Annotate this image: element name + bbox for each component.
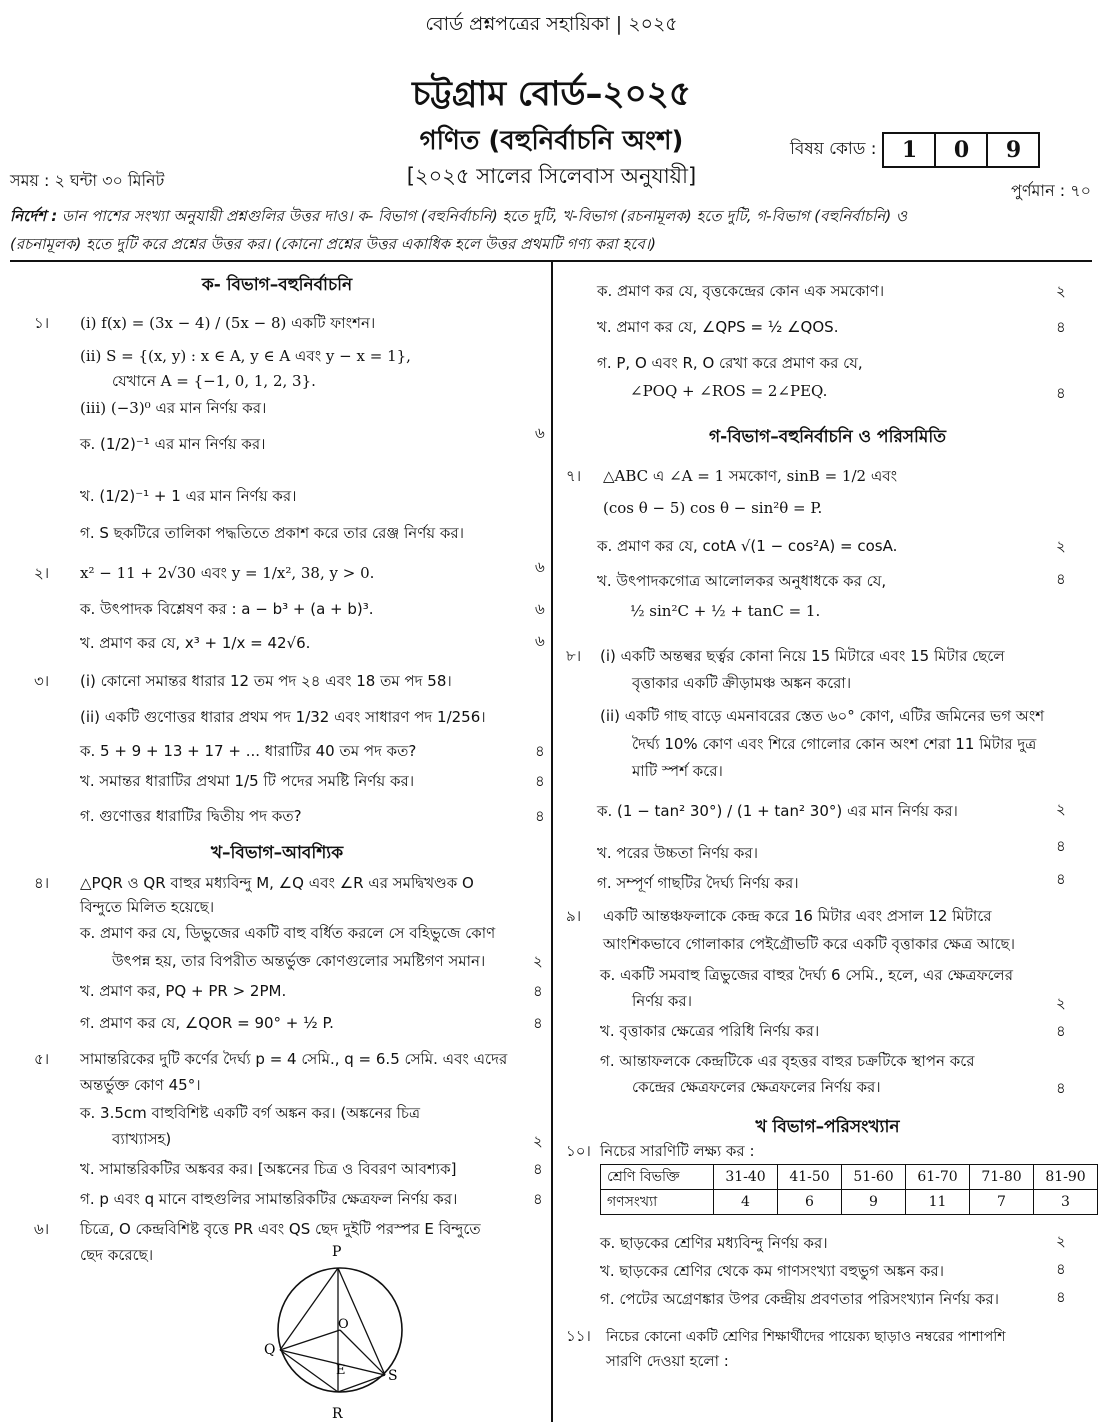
question-number: ২। xyxy=(34,564,50,582)
marks-value: ২ xyxy=(1056,800,1066,818)
section-heading-kha: খ–বিভাগ–আবশ্যিক xyxy=(210,843,344,863)
q6-stem: চিত্রে, O কেন্দ্রবিশিষ্ট বৃত্তে PR এবং QS ছেদ দুইটি পরস্পর E বিন্দুতে xyxy=(80,1220,481,1238)
q5-part-ga: গ. p এবং q মানে বাহুগুলির সামান্তরিকটির ক্ষেত্রফল নির্ণয় কর। xyxy=(80,1190,458,1208)
frequency-table xyxy=(600,1164,1098,1215)
table-row-header: শ্রেণি বিভক্তি xyxy=(601,1165,714,1190)
marks-value: ৪ xyxy=(1056,837,1066,855)
q6-part-ka: ক. প্রমাণ কর যে, বৃত্তকেন্দ্রের কোন এক সমকোণ। xyxy=(597,282,885,300)
q6-part-ga: গ. P, O এবং R, O রেখা করে প্রমাণ কর যে, xyxy=(597,354,863,372)
marks-value: ৪ xyxy=(535,742,545,760)
table-cell: 11 xyxy=(906,1190,970,1215)
marks-value: ৬ xyxy=(535,632,545,650)
question-number: ১১। xyxy=(566,1327,591,1345)
table-cell: 7 xyxy=(970,1190,1034,1215)
q1-stem-iii: (iii) (−3)⁰ এর মান নির্ণয় কর। xyxy=(80,399,267,417)
marks-value: ৪ xyxy=(1056,1079,1066,1097)
segment-so xyxy=(340,1330,385,1375)
table-cell: 6 xyxy=(778,1190,842,1215)
q8-stem-i-cont: বৃত্তাকার একটি ক্রীড়ামঞ্চ অঙ্কন করো। xyxy=(632,674,852,692)
q4-part-kha: খ. প্রমাণ কর, PQ + PR > 2PM. xyxy=(80,982,287,1000)
point-q-label: Q xyxy=(264,1342,276,1358)
table-row xyxy=(601,1190,1098,1215)
q4-part-ka: ক. প্রমাণ কর যে, ডিভুজের একটি বাহু বর্ধিত করলে সে বহিভুজে কোণ xyxy=(80,924,496,942)
table-cell: 3 xyxy=(1034,1190,1098,1215)
table-cell: 71-80 xyxy=(970,1165,1034,1190)
marks-value: ৪ xyxy=(533,1190,543,1208)
instruction-text: ডান পাশের সংখ্যা অনুযায়ী প্রশ্নগুলির উত্তর দাও। ক- বিভাগ (বহুনির্বাচনি) হতে দুটি, খ-বিভাগ (রচনামূলক) হতে দুটি, গ-বিভাগ (বহুনির্বাচনি) ও xyxy=(62,207,907,225)
q11-stem-cont: সারণি দেওয়া হলো : xyxy=(606,1352,729,1370)
q3-part-ga: গ. গুণোত্তর ধারাটির দ্বিতীয় পদ কত? xyxy=(80,807,302,825)
table-row xyxy=(601,1165,1098,1190)
subject-code xyxy=(790,132,1040,168)
section-heading-ka: ক- বিভাগ–বহুনির্বাচনি xyxy=(201,275,353,295)
q1-part-kha: খ. (1/2)⁻¹ + 1 এর মান নির্ণয় কর। xyxy=(80,487,297,505)
question-number: ৪। xyxy=(34,874,50,892)
q8-part-ga: গ. সম্পূর্ণ গাছটির দৈর্ঘ্য নির্ণয় কর। xyxy=(597,874,799,892)
q7-stem: △ABC এ ∠A = 1 সমকোণ, sinB = 1/2 এবং xyxy=(603,467,898,485)
subject-code-boxes xyxy=(882,132,1040,168)
instruction-text: (রচনামূলক) হতে দুটি করে প্রশ্নের উত্তর কর। (কোনো প্রশ্নের উত্তর একাধিক হলে উত্তর প্রথমটি গণ্য করা হবে।) xyxy=(10,235,657,253)
q9-stem-cont: আংশিকভাবে গোলাকার পেইগ্রৌভটি করে একটি বৃত্তাকার ক্ষেত্র আছে। xyxy=(603,935,1015,953)
table-cell: 81-90 xyxy=(1034,1165,1098,1190)
subject-code-digit: 9 xyxy=(986,134,1038,166)
marks-value: ৪ xyxy=(1056,1288,1066,1306)
marks-value: ৪ xyxy=(535,807,545,825)
q10-part-ka: ক. ছাড়কের শ্রেণির মধ্যবিন্দু নির্ণয় কর। xyxy=(600,1234,828,1252)
q3-part-kha: খ. সমান্তর ধারাটির প্রথমা 1/5 টি পদের সমষ্টি নির্ণয় কর। xyxy=(80,772,415,790)
subject-code-label: বিষয় কোড : xyxy=(790,139,877,159)
q2-part-ka: ক. উৎপাদক বিশ্লেষণ কর : a − b³ + (a + b)³. xyxy=(80,600,374,618)
q9-part-kha: খ. বৃত্তাকার ক্ষেত্রের পরিধি নির্ণয় কর। xyxy=(600,1022,820,1040)
q2-stem: x² − 11 + 2√30 এবং y = 1/x², 38, y > 0. xyxy=(80,564,375,582)
table-cell: 9 xyxy=(842,1190,906,1215)
marks-value: ৪ xyxy=(1056,570,1066,588)
q9-part-ga: গ. আন্তাফলকে কেন্দ্রটিকে এর বৃহত্তর বাহুর চক্রটিকে স্থাপন করে xyxy=(600,1052,975,1070)
table-cell: 4 xyxy=(714,1190,778,1215)
segment-qo xyxy=(280,1330,340,1350)
marks-value: ২ xyxy=(1056,1232,1066,1250)
question-number: ৯। xyxy=(566,907,582,925)
section-heading-ga: গ-বিভাগ–বহুনির্বাচনি ও পরিসমিতি xyxy=(709,427,946,447)
q6-part-kha: খ. প্রমাণ কর যে, ∠QPS = ½ ∠QOS. xyxy=(597,318,839,336)
point-s-label: S xyxy=(388,1368,398,1384)
segment-pq xyxy=(280,1268,338,1350)
marks-value: ৪ xyxy=(533,982,543,1000)
marks-value: ৬ xyxy=(535,424,545,442)
q3-stem-i: (i) কোনো সমান্তর ধারার 12 তম পদ ২৪ এবং 18 তম পদ 58। xyxy=(80,672,452,690)
instructions xyxy=(10,202,1092,258)
q7-part-kha-cont: ½ sin²C + ½ + tanC = 1. xyxy=(630,602,821,620)
q1-part-ga: গ. S ছকটিরে তালিকা পদ্ধতিতে প্রকাশ করে তার রেঞ্জ নির্ণয় কর। xyxy=(80,524,465,542)
marks-value: ৪ xyxy=(1056,384,1066,402)
q4-stem-cont: বিন্দুতে মিলিত হয়েছে। xyxy=(80,898,215,916)
exam-time: সময় : ২ ঘন্টা ৩০ মিনিট xyxy=(10,171,165,190)
q4-part-ka-cont: উৎপন্ন হয়, তার বিপরীত অন্তর্ভুক্ত কোণগুলোর সমষ্টিগণ সমান। xyxy=(112,952,486,970)
question-number: ১০। xyxy=(566,1142,591,1160)
q3-stem-ii: (ii) একটি গুণোত্তর ধারার প্রথম পদ 1/32 এবং সাধারণ পদ 1/256। xyxy=(80,708,486,726)
question-number: ৩। xyxy=(34,672,50,690)
q10-stem: নিচের সারণিটি লক্ষ্য কর : xyxy=(600,1142,755,1160)
q9-part-ga-cont: কেন্দ্রের ক্ষেত্রফলের ক্ষেত্রফলের নির্ণয় কর। xyxy=(632,1078,881,1096)
table-cell: 61-70 xyxy=(906,1165,970,1190)
chord-qs xyxy=(280,1350,385,1375)
subject-title: গণিত (বহুনির্বাচনি অংশ) xyxy=(419,126,684,156)
marks-value: ৪ xyxy=(1056,1260,1066,1278)
circle-figure xyxy=(260,1240,420,1425)
marks-value: ৪ xyxy=(535,772,545,790)
marks-value: ৪ xyxy=(1056,1022,1066,1040)
point-e-label: E xyxy=(336,1363,346,1378)
q8-stem-i: (i) একটি অন্তল্বর ছর্ত্বর কোনা নিয়ে 15 মিটারে এবং 15 মিটার ছেলে xyxy=(600,647,1005,665)
table-row-header: গণসংখ্যা xyxy=(601,1190,714,1215)
marks-value: ২ xyxy=(1056,537,1066,555)
section-heading-statistics: খ বিভাগ–পরিসংখ্যান xyxy=(755,1117,900,1137)
q4-stem: △PQR ও QR বাহুর মধ্যবিন্দু M, ∠Q এবং ∠R এর সমদ্বিখণ্ডক O xyxy=(80,874,474,892)
subject-code-digit: 0 xyxy=(934,134,986,166)
q8-stem-ii-cont: মাটি স্পর্শ করে। xyxy=(632,762,723,780)
point-r-label: R xyxy=(332,1406,343,1422)
q5-stem-cont: অন্তর্ভুক্ত কোণ 45°। xyxy=(80,1076,201,1094)
q10-part-ga: গ. পেটের অগ্রেণঙ্কার উপর কেন্দ্রীয় প্রবণতার পরিসংখ্যান নির্ণয় কর। xyxy=(600,1290,1000,1308)
marks-value: ৪ xyxy=(1056,870,1066,888)
q1-stem-i: (i) f(x) = (3x − 4) / (5x − 8) একটি ফাংশন। xyxy=(80,314,376,332)
marks-value: ২ xyxy=(1056,282,1066,300)
question-number: ৮। xyxy=(566,647,582,665)
marks-value: ২ xyxy=(1056,994,1066,1012)
point-o-label: O xyxy=(338,1317,349,1332)
marks-value: ২ xyxy=(533,1132,543,1150)
q8-part-ka: ক. (1 − tan² 30°) / (1 + tan² 30°) এর মান নির্ণয় কর। xyxy=(597,802,958,820)
marks-value: ৬ xyxy=(535,558,545,576)
subject-code-digit: 1 xyxy=(901,137,918,163)
q10-part-kha: খ. ছাড়কের শ্রেণির থেকে কম গাণসংখ্যা বহুভুগ অঙ্কন কর। xyxy=(600,1262,944,1280)
q2-part-kha: খ. প্রমাণ কর যে, x³ + 1/x = 42√6. xyxy=(80,634,311,652)
q5-part-ka-cont: ব্যাখ্যাসহ) xyxy=(112,1130,172,1148)
q8-part-kha: খ. পরের উচ্চতা নির্ণয় কর। xyxy=(597,844,758,862)
q11-stem: নিচের কোনো একটি শ্রেণির শিক্ষার্থীদের পায়েক্য ছাড়াও নম্বরের পাশাপশি xyxy=(606,1329,1006,1345)
q5-stem: সামান্তরিকের দুটি কর্ণের দৈর্ঘ্য p = 4 সেমি., q = 6.5 সেমি. এবং এদের xyxy=(80,1050,508,1068)
q5-part-ka: ক. 3.5cm বাহুবিশিষ্ট একটি বর্গ অঙ্কন কর। (অঙ্কনের চিত্র xyxy=(80,1104,421,1122)
question-number: ৬। xyxy=(34,1220,50,1238)
table-cell: 51-60 xyxy=(842,1165,906,1190)
board-title: চট্টগ্রাম বোর্ড–২০২৫ xyxy=(412,74,691,114)
question-number: ৭। xyxy=(566,467,582,485)
instruction-label: নির্দেশ : xyxy=(10,207,58,225)
marks-value: ৬ xyxy=(535,600,545,618)
q8-stem-ii-cont: দৈর্ঘ্য 10% কোণ এবং শিরে গোলোর কোন অংশ শেরা 11 মিটার দুত্র xyxy=(632,735,1037,753)
marks-value: ২ xyxy=(533,952,543,970)
q8-stem-ii: (ii) একটি গাছ বাড়ে এমনাবরের স্তেত ৬০° কোণ, এটির জমিনের ভগ অংশ xyxy=(600,707,1045,725)
q1-stem-ii-cont: যেখানে A = {−1, 0, 1, 2, 3}. xyxy=(112,372,316,390)
point-p-label: P xyxy=(332,1244,342,1260)
q7-stem-cont: (cos θ − 5) cos θ − sin²θ = P. xyxy=(603,499,823,517)
marks-value: ৪ xyxy=(533,1014,543,1032)
book-header: বোর্ড প্রশ্নপত্রের সহায়িকা | ২০২৫ xyxy=(425,13,678,35)
q1-part-ka: ক. (1/2)⁻¹ এর মান নির্ণয় কর। xyxy=(80,435,266,453)
full-marks: পুর্ণমান : ৭০ xyxy=(1011,181,1091,200)
q6-stem-cont: ছেদ করেছে। xyxy=(80,1246,154,1264)
table-cell: 31-40 xyxy=(714,1165,778,1190)
q9-stem: একটি আন্তঞ্চফলাকে কেন্দ্র করে 16 মিটার এবং প্রসাল 12 মিটারে xyxy=(603,907,992,925)
q7-part-ka: ক. প্রমাণ কর যে, cotA √(1 − cos²A) = cosA. xyxy=(597,537,898,555)
column-divider xyxy=(551,262,553,1422)
marks-value: ৪ xyxy=(533,1160,543,1178)
q1-stem-ii: (ii) S = {(x, y) : x ∈ A, y ∈ A এবং y − x = 1}, xyxy=(80,347,411,365)
q9-part-ka-cont: নির্ণয় কর। xyxy=(632,992,693,1010)
question-number: ৫। xyxy=(34,1050,50,1068)
question-number: ১। xyxy=(34,314,50,332)
q9-part-ka: ক. একটি সমবাহু ত্রিভুজের বাহুর দৈর্ঘ্য 6 সেমি., হলে, এর ক্ষেত্রফলের xyxy=(600,966,1013,984)
table-cell: 41-50 xyxy=(778,1165,842,1190)
q7-part-kha: খ. উৎপাদকগোত্র আলোলকর অনুধাধকে কর যে, xyxy=(597,572,887,590)
q6-part-ga-cont: ∠POQ + ∠ROS = 2∠PEQ. xyxy=(630,382,828,400)
marks-value: ৪ xyxy=(1056,318,1066,336)
q5-part-kha: খ. সামান্তরিকটির অঙ্কবর কর। [অঙ্কনের চিত্র ও বিবরণ আবশ্যক] xyxy=(80,1160,457,1178)
q3-part-ka: ক. 5 + 9 + 13 + 17 + ... ধারাটির 40 তম পদ কত? xyxy=(80,742,417,760)
q4-part-ga: গ. প্রমাণ কর যে, ∠QOR = 90° + ½ P. xyxy=(80,1014,334,1032)
syllabus-note: [২০২৫ সালের সিলেবাস অনুযায়ী] xyxy=(406,164,697,188)
